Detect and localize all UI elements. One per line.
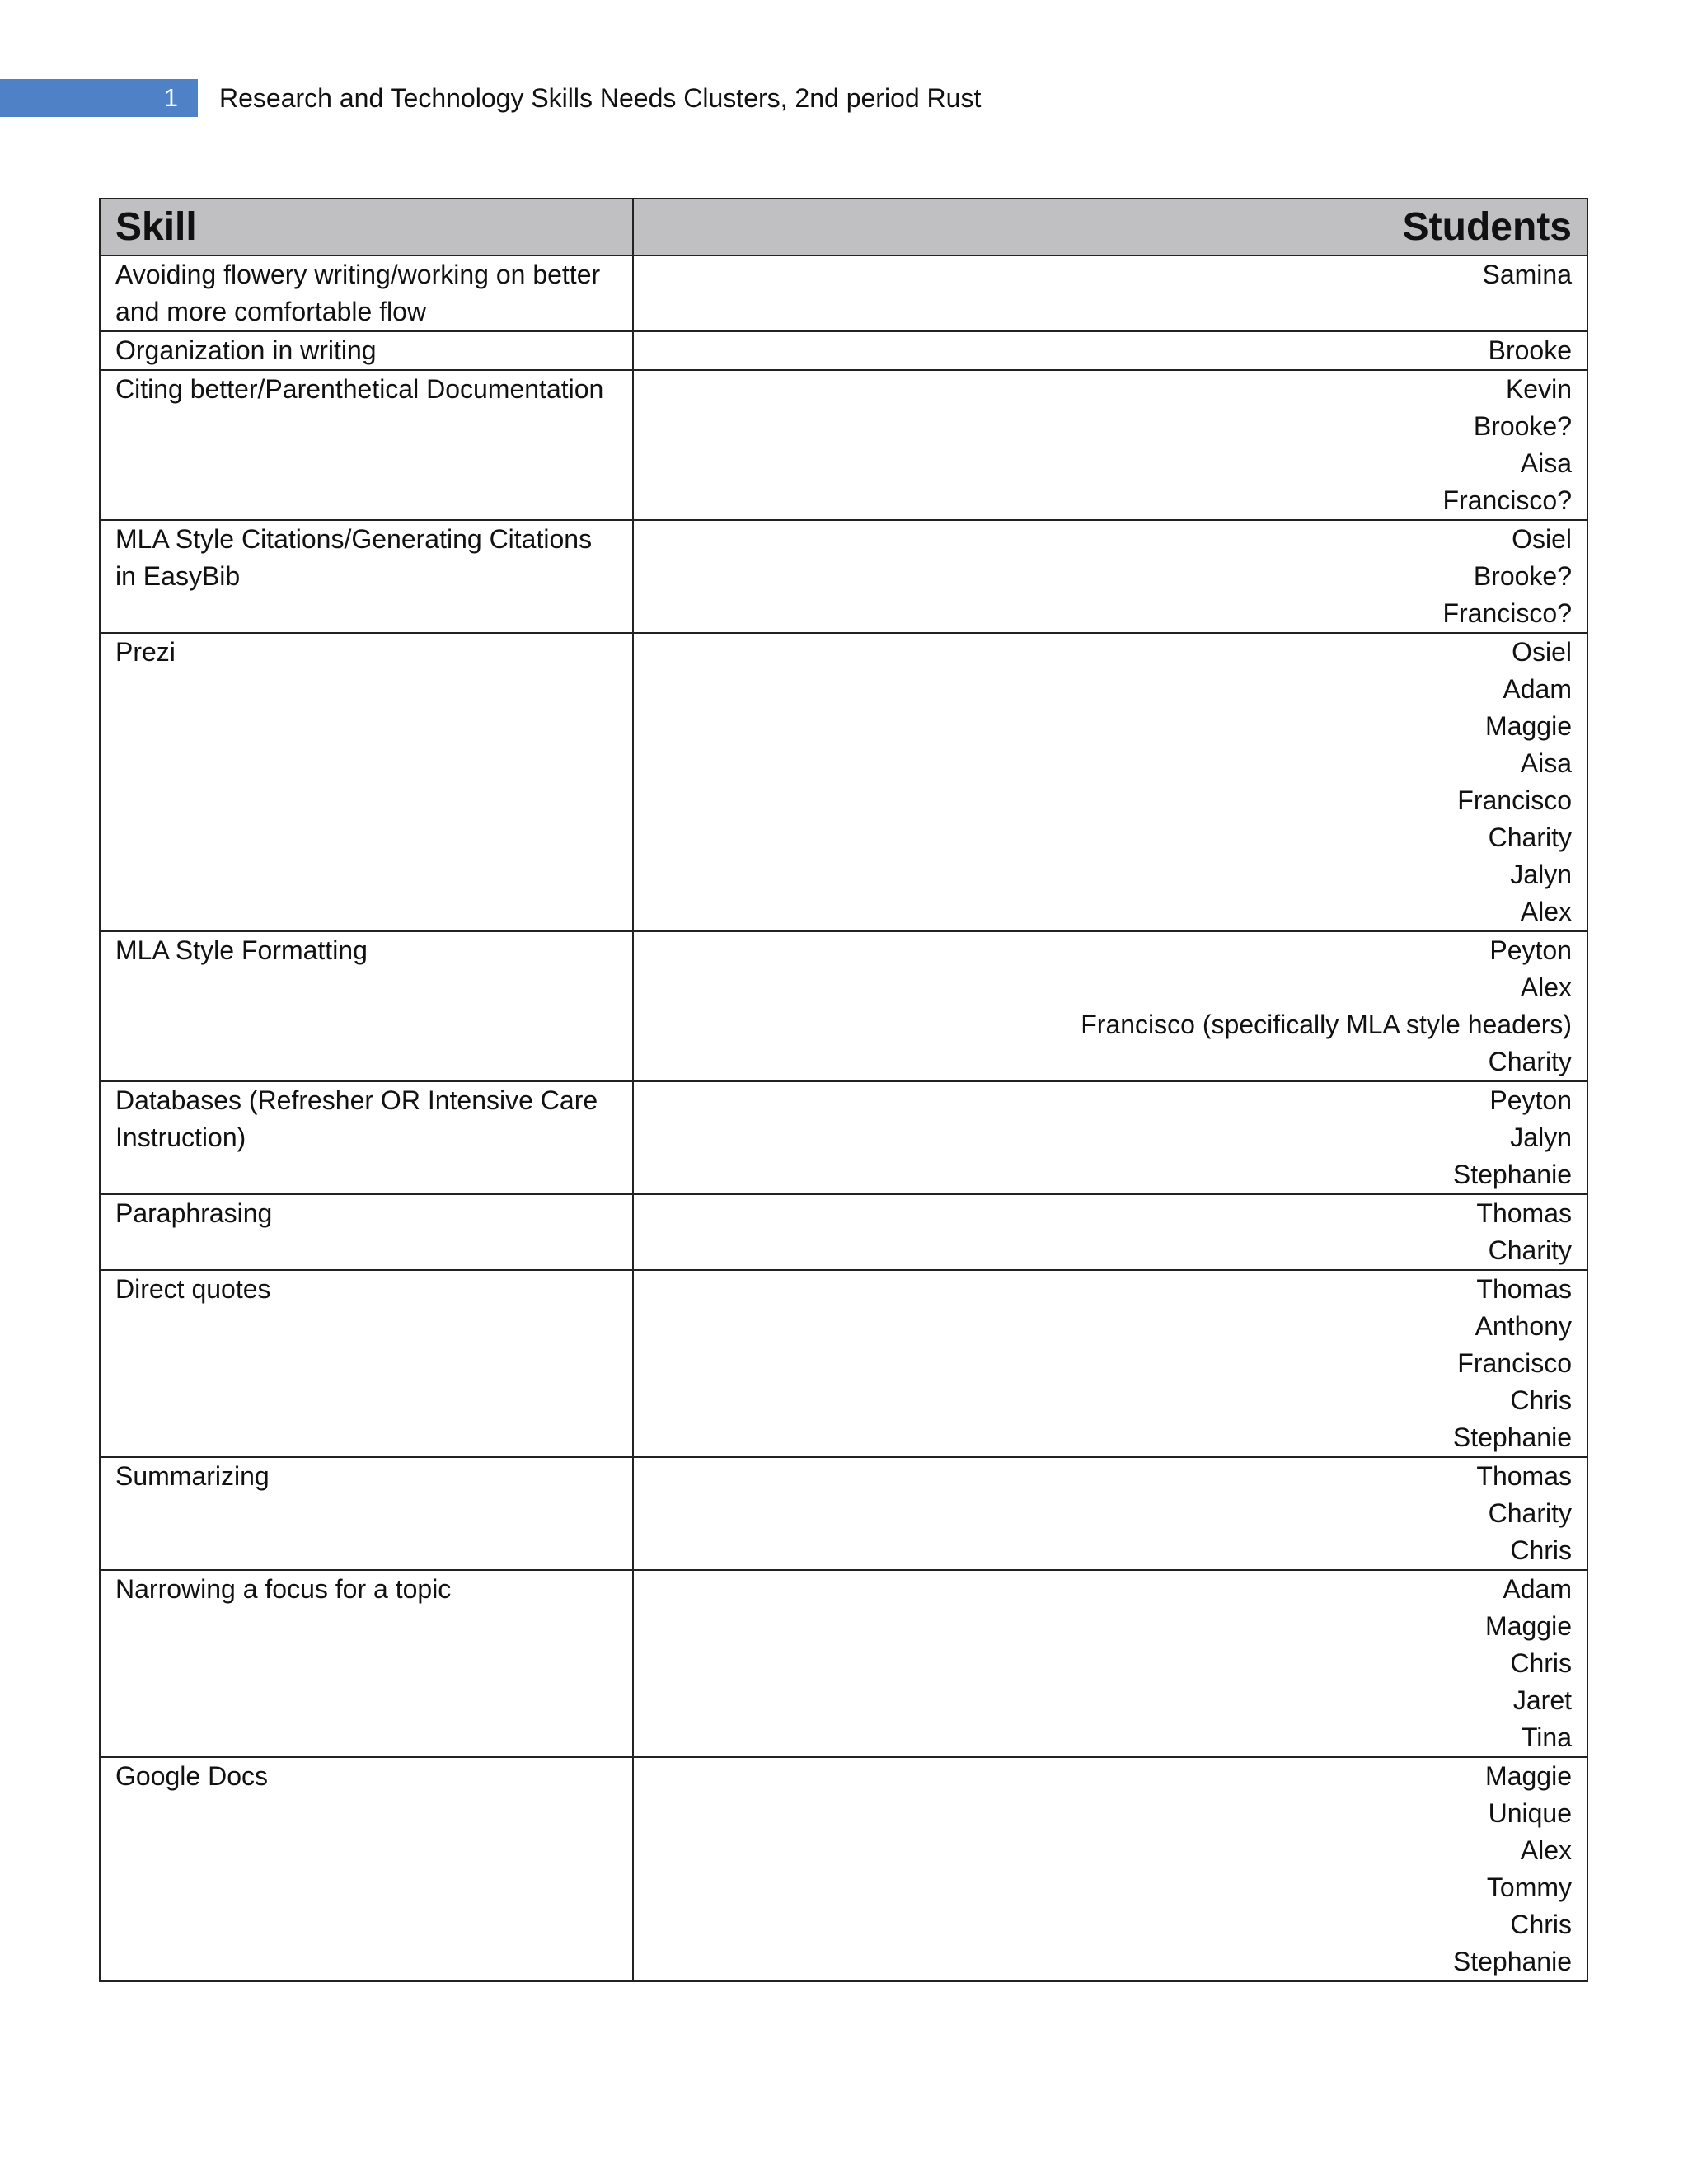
table-row (100, 255, 1587, 331)
student-name: Brooke? (1473, 561, 1572, 591)
student-name: Chris (1510, 1648, 1572, 1678)
student-name: Adam (1503, 674, 1572, 704)
student-name: Alex (1520, 1835, 1572, 1865)
students-cell (633, 1081, 1587, 1194)
student-name: Maggie (1485, 1611, 1572, 1641)
student-name: Charity (1488, 1047, 1572, 1076)
skill-cell: Avoiding flowery writing/working on better and more comfortable flow (100, 255, 633, 331)
student-name: Chris (1510, 1910, 1572, 1939)
table-row (100, 370, 1587, 520)
student-name: Jalyn (1510, 1122, 1572, 1152)
student-name: Francisco (1457, 785, 1572, 815)
column-header-students: Students (633, 199, 1587, 255)
student-name: Charity (1488, 1498, 1572, 1528)
student-name: Aisa (1520, 748, 1572, 778)
student-name: Brooke? (1473, 411, 1572, 441)
student-name: Alex (1520, 972, 1572, 1002)
student-name: Francisco (specifically MLA style headers) (1081, 1010, 1572, 1039)
table-row (100, 1457, 1587, 1570)
student-name: Samina (1482, 260, 1572, 289)
students-cell (633, 633, 1587, 931)
student-name: Jalyn (1510, 860, 1572, 889)
skill-cell: Paraphrasing (100, 1194, 633, 1270)
student-name: Tommy (1486, 1872, 1572, 1902)
skill-cell: MLA Style Formatting (100, 931, 633, 1081)
student-name: Brooke (1488, 335, 1572, 365)
students-cell (633, 1757, 1587, 1981)
column-header-skill: Skill (100, 199, 633, 255)
table-row (100, 1757, 1587, 1981)
students-cell (633, 255, 1587, 331)
skill-cell: Direct quotes (100, 1270, 633, 1457)
table-header-row (100, 199, 1587, 255)
table-row (100, 931, 1587, 1081)
students-cell (633, 1457, 1587, 1570)
student-name: Osiel (1512, 637, 1572, 667)
page-number: 1 (0, 79, 198, 117)
student-name: Maggie (1485, 1761, 1572, 1791)
student-name: Alex (1520, 897, 1572, 926)
skill-cell: Summarizing (100, 1457, 633, 1570)
table-row (100, 520, 1587, 633)
skill-cell: MLA Style Citations/Generating Citations in EasyBib (100, 520, 633, 633)
table-row (100, 633, 1587, 931)
student-name: Unique (1488, 1798, 1572, 1828)
student-name: Adam (1503, 1574, 1572, 1604)
table-row (100, 1270, 1587, 1457)
student-name: Francisco (1457, 1348, 1572, 1378)
student-name: Francisco? (1442, 485, 1572, 515)
student-name: Osiel (1512, 524, 1572, 554)
student-name: Thomas (1476, 1198, 1572, 1228)
student-name: Stephanie (1452, 1160, 1572, 1189)
student-name: Chris (1510, 1385, 1572, 1415)
student-name: Thomas (1476, 1274, 1572, 1304)
student-name: Charity (1488, 1235, 1572, 1265)
student-name: Thomas (1476, 1461, 1572, 1491)
student-name: Peyton (1489, 935, 1572, 965)
student-name: Chris (1510, 1535, 1572, 1565)
students-cell (633, 1270, 1587, 1457)
students-cell (633, 1570, 1587, 1757)
table-row (100, 1194, 1587, 1270)
student-name: Aisa (1520, 448, 1572, 478)
student-name: Maggie (1485, 711, 1572, 741)
student-name: Stephanie (1452, 1422, 1572, 1452)
students-cell (633, 520, 1587, 633)
student-name: Tina (1521, 1722, 1572, 1752)
skills-table (99, 198, 1588, 1982)
students-cell (633, 331, 1587, 370)
page-header (0, 79, 1154, 117)
student-name: Stephanie (1452, 1947, 1572, 1976)
table-row (100, 1570, 1587, 1757)
skill-cell: Prezi (100, 633, 633, 931)
student-name: Charity (1488, 823, 1572, 852)
table-row (100, 1081, 1587, 1194)
skill-cell: Citing better/Parenthetical Documentation (100, 370, 633, 520)
student-name: Kevin (1505, 374, 1572, 404)
page-title: Research and Technology Skills Needs Clusters, 2nd period Rust (219, 83, 982, 113)
student-name: Peyton (1489, 1085, 1572, 1115)
skill-cell: Organization in writing (100, 331, 633, 370)
students-cell (633, 931, 1587, 1081)
student-name: Anthony (1475, 1311, 1572, 1341)
skill-cell: Databases (Refresher OR Intensive Care Instruction) (100, 1081, 633, 1194)
skill-cell: Google Docs (100, 1757, 633, 1981)
students-cell (633, 370, 1587, 520)
student-name: Francisco? (1442, 598, 1572, 628)
student-name: Jaret (1512, 1685, 1572, 1715)
students-cell (633, 1194, 1587, 1270)
table-body (100, 255, 1587, 1981)
table-row (100, 331, 1587, 370)
skill-cell: Narrowing a focus for a topic (100, 1570, 633, 1757)
